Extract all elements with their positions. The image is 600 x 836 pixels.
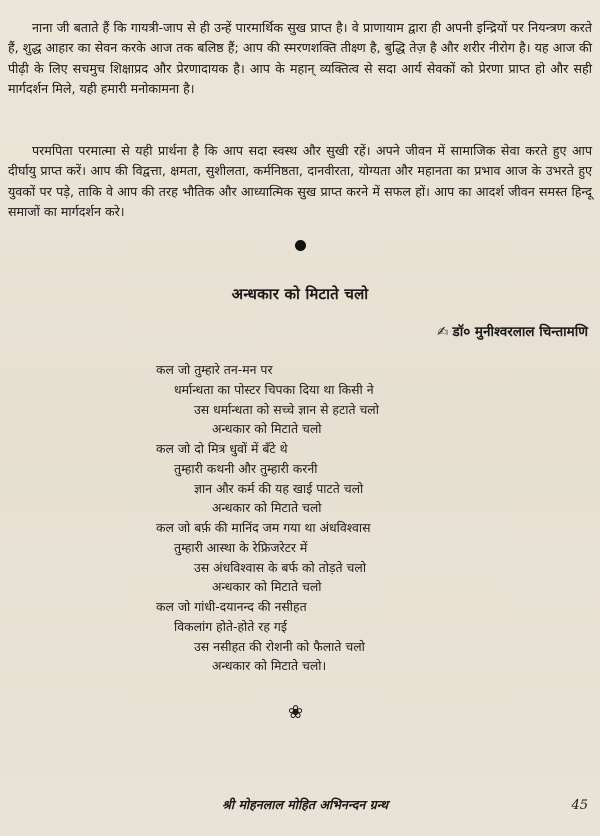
paragraph-2: परमपिता परमात्मा से यही प्रार्थना है कि आप सदा स्वस्थ और सुखी रहें। अपने जीवन में सामाजिक सेवा करते हुए आप दीर्घायु प्राप्त करें। आप की विद्वत्ता, क्षमता, सुशीलता, कर्मनिष्ठता, दानवीरता, योग्यता और महानता का प्रभाव आज के उभरते हुए युवकों पर पड़े, ताकि वे आप की तरह भौतिक और आध्यात्मिक सुख प्राप्त करने में सफल हों। आप का आदर्श जीवन समस्त हिन्दू समाजों का मार्गदर्शन करे।	[8, 142, 592, 220]
poem-line: कल जो दो मित्र धुवों में बँटे थे	[156, 441, 288, 456]
poem-author	[437, 322, 588, 340]
flower-ornament-icon: ❀	[288, 702, 304, 723]
paragraph-1: नाना जी बताते हैं कि गायत्री-जाप से ही उन्हें पारमार्थिक सुख प्राप्त है। वे प्राणायाम द्वारा ही अपनी इन्द्रियों पर नियन्त्रण करते हैं, शुद्ध आहार का सेवन करके आज तक बलिष्ठ हैं; आप की स्मरणशक्ति तीक्ष्ण है, बुद्धि तेज़ है और शरीर नीरोग है। यह आज की पीढ़ी के लिए सचमुच शिक्षाप्रद और प्रेरणादायक है। आप के महान् व्यक्तित्व से सदा आर्य सेवकों को प्रेरणा प्राप्त हो और सही मार्गदर्शन मिले, यही हमारी मनोकामना है।	[8, 19, 592, 97]
poem-line: उस नसीहत की रोशनी को फैलाते चलो	[194, 639, 365, 654]
poem-line: अन्धकार को मिटाते चलो	[212, 500, 322, 515]
poem-line: कल जो बर्फ़ की मानिंद जम गया था अंधविश्वास	[156, 520, 371, 535]
poem-line: ज्ञान और कर्म की यह खाई पाटते चलो	[194, 481, 364, 496]
footer-book-title: श्री मोहनलाल मोहित अभिनन्दन ग्रन्थ	[222, 797, 389, 812]
poem-line: कल जो तुम्हारे तन-मन पर	[156, 362, 273, 377]
poem-title: अन्धकार को मिटाते चलो	[231, 285, 369, 303]
poem-line: तुम्हारी कथनी और तुम्हारी करनी	[174, 461, 318, 476]
poem-line: अन्धकार को मिटाते चलो	[212, 579, 322, 594]
poem-line: अन्धकार को मिटाते चलो।	[212, 658, 327, 673]
page-number: 45	[571, 798, 588, 813]
poem-line: कल जो गांधी-दयानन्द की नसीहत	[156, 599, 307, 614]
poem-line: उस अंधविश्वास के बर्फ को तोड़ते चलो	[194, 560, 367, 575]
pen-icon: ✍	[437, 324, 449, 340]
section-bullet	[295, 240, 306, 251]
poem-line: विकलांग होते-होते रह गई	[174, 619, 287, 634]
poem-line: अन्धकार को मिटाते चलो	[212, 421, 322, 436]
author-name: डॉ० मुनीश्वरलाल चिन्तामणि	[452, 324, 588, 340]
poem-line: धर्मान्धता का पोस्टर चिपका दिया था किसी ने	[174, 382, 374, 397]
poem-line: उस धर्मान्धता को सच्चे ज्ञान से हटाते चलो	[194, 402, 379, 417]
poem-line: तुम्हारी आस्था के रेफ्रिजरेटर में	[174, 540, 308, 555]
